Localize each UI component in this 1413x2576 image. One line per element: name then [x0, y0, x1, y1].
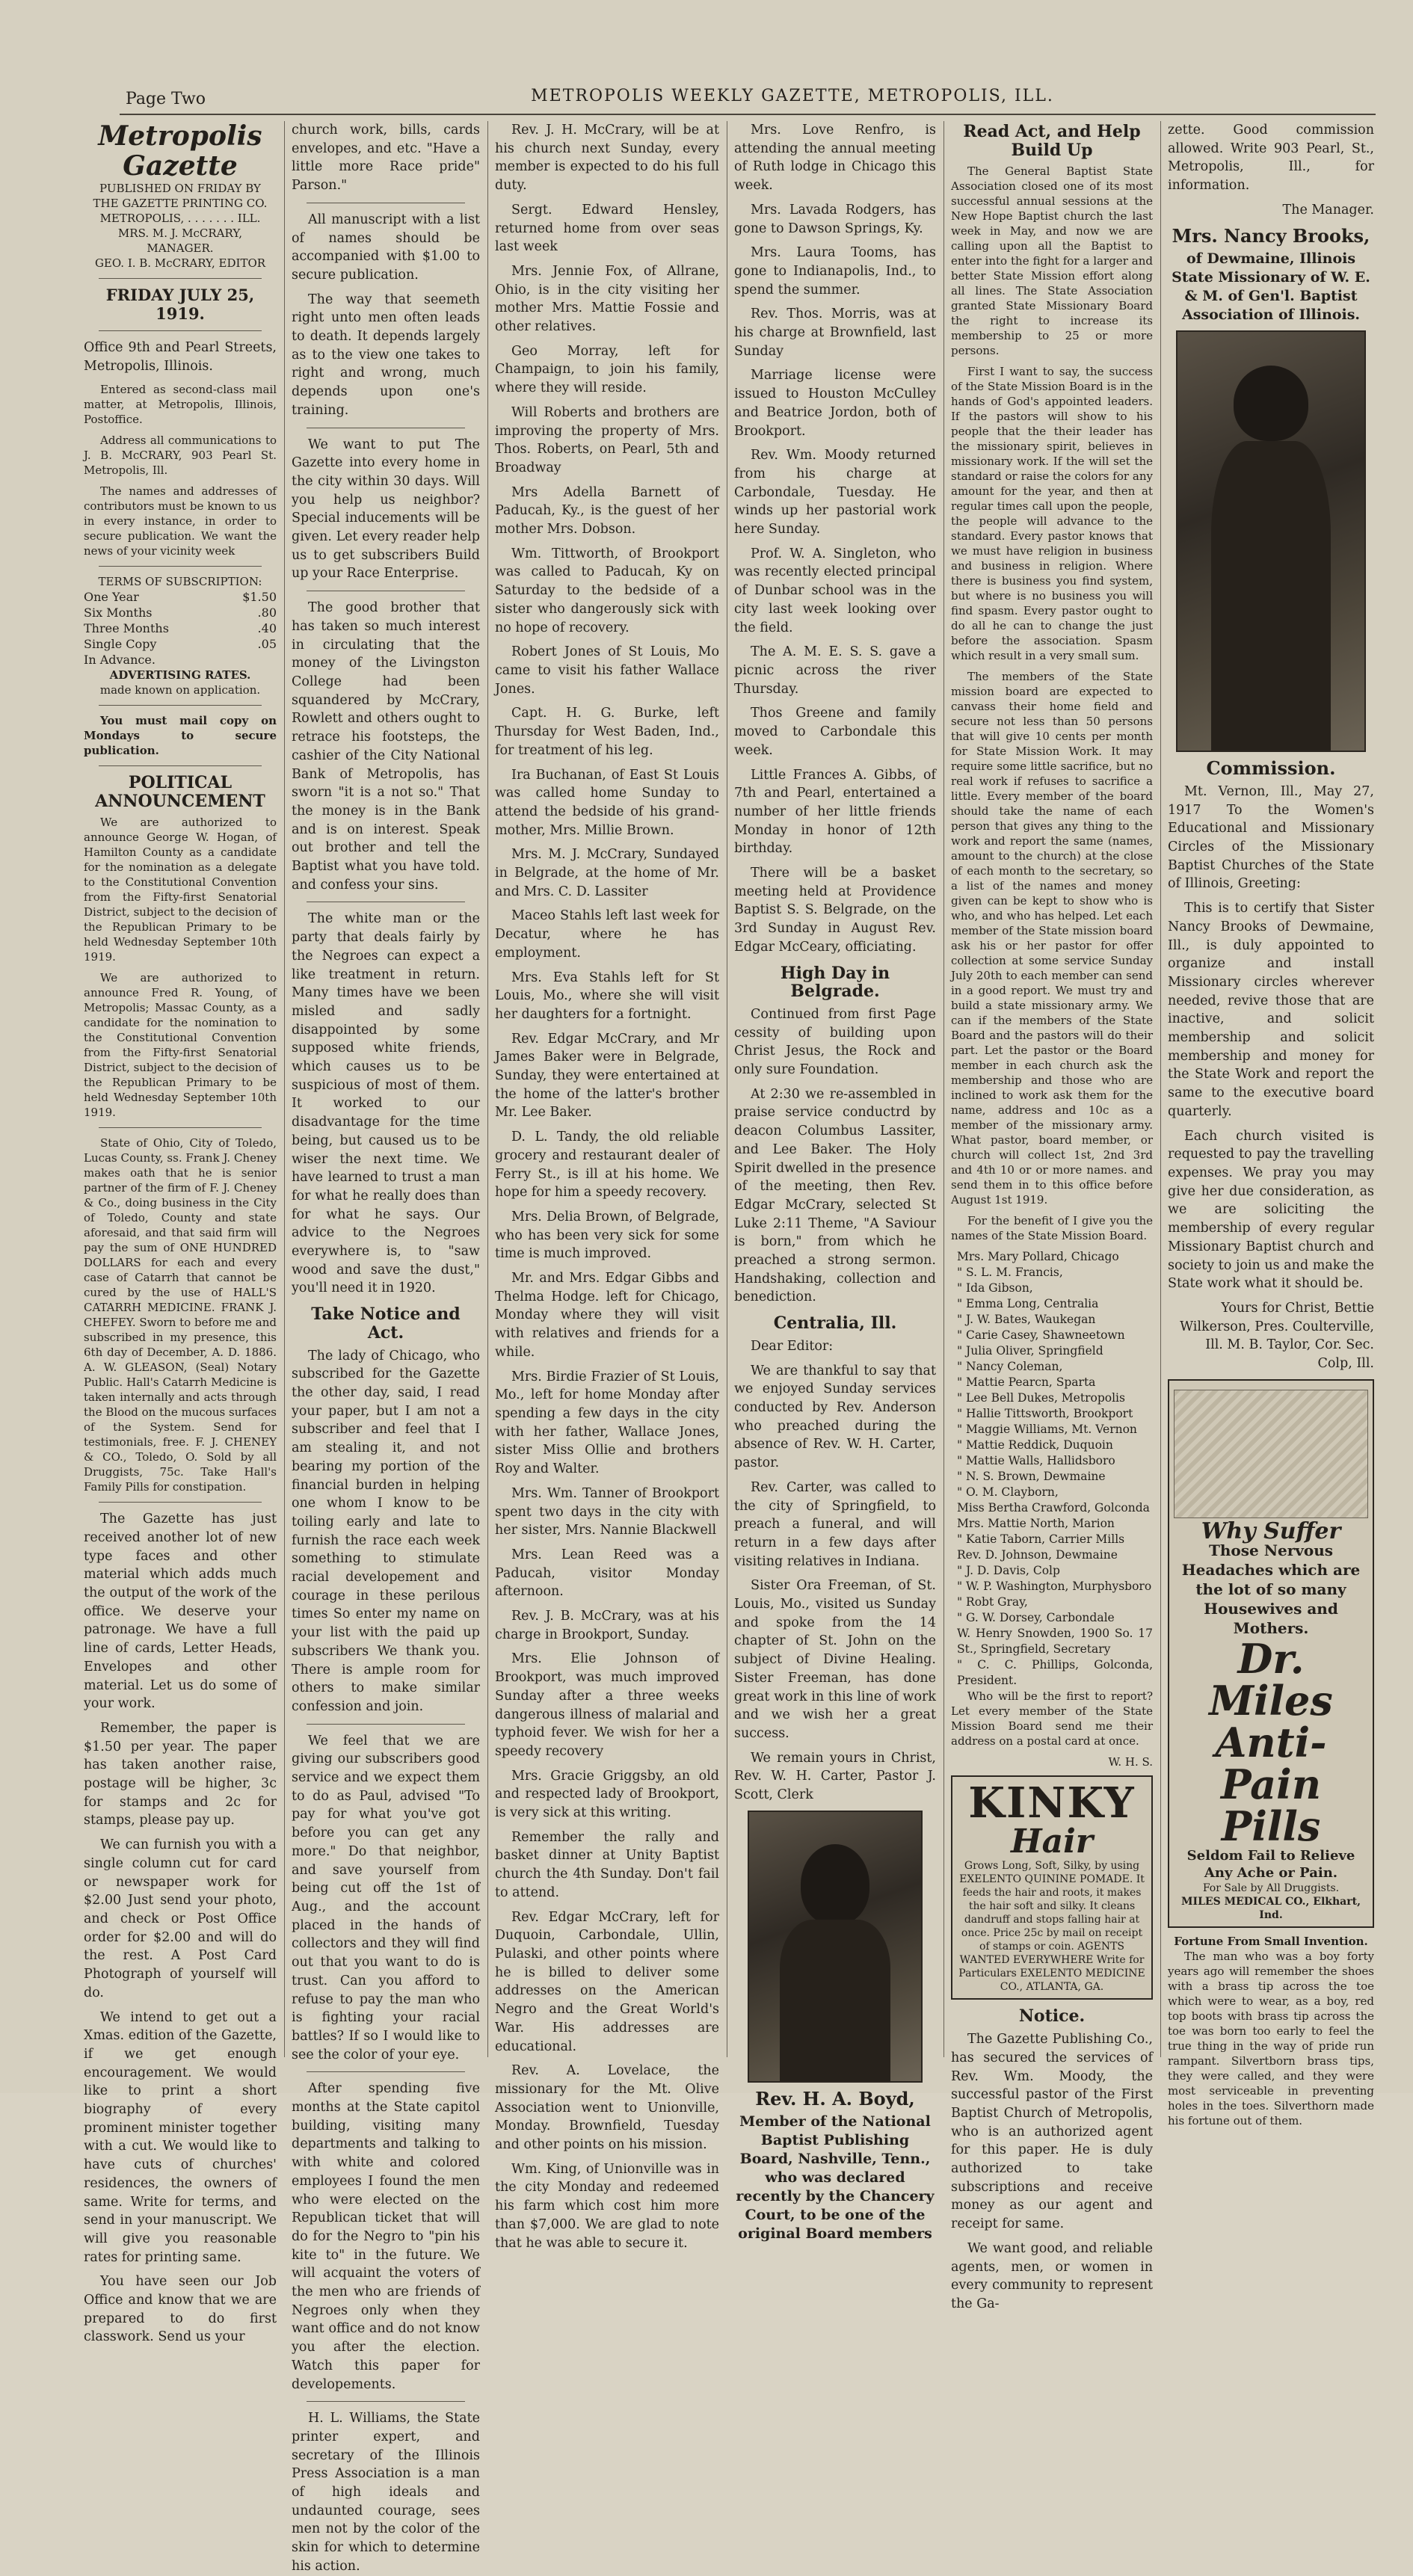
local-item: Rev. Thos. Morris, was at his charge at Brownfield, last Sunday: [734, 306, 936, 359]
board-member: " Lee Bell Dukes, Metropolis: [957, 1391, 1125, 1405]
local-item: The A. M. E. S. S. gave a picnic across the river Thursday.: [734, 644, 936, 697]
paragraph: For the benefit of I give you the names of the State Mission Board.: [951, 1214, 1153, 1243]
column-6: [1168, 121, 1374, 2128]
board-member: " Ida Gibson,: [957, 1281, 1033, 1295]
board-member: " Robt Gray,: [957, 1595, 1028, 1609]
board-member: Miss Bertha Crawford, Golconda: [957, 1501, 1150, 1515]
board-member: " C. C. Phillips, Golconda, President.: [957, 1658, 1153, 1688]
divider: [307, 1724, 465, 1725]
paragraph: First I want to say, the success of the State Mission Board is in the hands of God's appointed leaders. If the pastors will show to his people that the their leader has the missionary spirit, believes in missionary work. If the will set the standard or raise the colors for any amount for the year, and then at regular times call upon the people, the people will advance to the standard. Every pastor knows that we must have religion in business and business in religion. Where there is business you find system, but where is no business you will find spasm. Every pastor ought to do all he can to change the just before the association. Spasm which result in a very small sum.: [951, 365, 1153, 663]
local-item: Rev. Wm. Moody returned from his charge at Carbondale, Tuesday. He winds up her pastorial work here Sunday.: [734, 448, 936, 537]
paragraph: Continued from first Page cessity of building upon Christ Jesus, the Rock and only sure Foundation.: [734, 1006, 936, 1078]
board-member: " J. W. Bates, Waukegan: [957, 1313, 1096, 1327]
paragraph: The lady of Chicago, who subscribed for the Gazette the other day, said, I read your paper, but I am not a subscriber and feel that I am stealing it, and not bearing my portion of the financial burden in helping one whom I know to be toiling early and late to furnish the race each week something to stimulate racial developement and courage in these perilous times So enter my name on your list with the paid up subscribers We thank you. There is ample room for others to make similar confession and join.: [292, 1348, 480, 1714]
paragraph: The General Baptist State Association closed one of its most successful annual sessions at the New Hope Baptist church the last week in May, and now we are calling upon all the Baptist to enter into the fight for a larger and better State Mission effort along all lines. The State Association granted State Missionary Board the right to increase its membership to 25 or more persons.: [951, 164, 1153, 358]
local-item: Mrs. Wm. Tanner of Brookport spent two days in the city with her sister, Mrs. Nannie Blackwell: [495, 1485, 719, 1538]
paragraph: The Gazette Publishing Co., has secured the services of Rev. Wm. Moody, the successful pastor of the First Baptist Church of Metropolis, who is an authorized agent for this paper. He is duly authorized to take subscriptions and receive money as our agent and receipt for same.: [951, 2032, 1153, 2232]
board-member: Mrs. Mattie North, Marion: [957, 1517, 1115, 1531]
local-item: Marriage license were issued to Houston McCulley and Beatrice Jordon, both of Brookport.: [734, 368, 936, 439]
local-item: There will be a basket meeting held at Providence Baptist S. S. Belgrade, on the 3rd Sunday in August Rev. Edgar McCeary, officiating.: [734, 866, 936, 955]
paragraph: H. L. Williams, the State printer expert, and secretary of the Illinois Press Association is a man of high ideals and undaunted courage, sees men not by the color of the skin for which to determine his action.: [292, 2411, 480, 2574]
local-item: Geo Morray, left for Champaign, to join his family, where they will reside.: [495, 343, 719, 396]
publisher-line: GEO. I. B. McCRARY, EDITOR: [94, 256, 266, 270]
paragraph: Each church visited is requested to pay the travelling expenses. We pray you may give her due consideration, as we are soliciting the membership of every regular Missionary Baptist church and society to join us and make the State work what it should be.: [1168, 1128, 1374, 1292]
local-item: Prof. W. A. Singleton, who was recently elected principal of Dunbar school was in the city last week looking over the field.: [734, 546, 936, 635]
advertising-known: made known on application.: [99, 682, 261, 697]
signature: W. H. S.: [1108, 1755, 1153, 1769]
paragraph: You have seen our Job Office and know that we are prepared to do first classwork. Send us your: [84, 2274, 277, 2345]
divider: [99, 705, 262, 706]
board-member: " Mattie Reddick, Duquoin: [957, 1438, 1113, 1452]
portrait-head: [1234, 366, 1308, 441]
local-item: Mrs. Elie Johnson of Brookport, was much improved Sunday after a three weeks dangerous illness of malarial and typhoid fever. We wish for her a speedy recovery: [495, 1651, 719, 1759]
local-item: Will Roberts and brothers are improving the property of Mrs. Thos. Roberts, on Pearl, 5th and Broadway: [495, 404, 719, 475]
paragraph: The Gazette has just received another lot of new type faces and other material which adds much the output of the work of the office. We deserve your patronage. We have a full line of cards, Letter Heads, Envelopes and other material. Let us do some of your work.: [84, 1512, 277, 1712]
signature: Yours for Christ, Bettie Wilkerson, Pres. Coulterville, Ill. M. B. Taylor, Cor. Sec. Colp, Ill.: [1180, 1300, 1374, 1372]
local-item: Wm. Tittworth, of Brookport was called to Paducah, Ky on Saturday to the bedside of a sister who dangerously sick with no hope of recovery.: [495, 546, 719, 635]
dateline: FRIDAY JULY 25, 1919.: [105, 286, 255, 323]
page-number: Page Two: [126, 90, 206, 108]
column-rule: [487, 121, 488, 2057]
paragraph: We want to put The Gazette into every home in the city within 30 days. Will you help us neighbor? Special inducements will be given. Let every reader help us to get subscribers Build up your Race Enterprise.: [292, 437, 480, 582]
local-item: Ira Buchanan, of East St Louis was called home Sunday to attend the bedside of his grand-mother, Mrs. Millie Brown.: [495, 767, 719, 838]
paragraph: Who will be the first to report? Let every member of the State Mission Board send me their address on a postal card at once.: [951, 1689, 1153, 1748]
office-address: Office 9th and Pearl Streets, Metropolis, Illinois.: [84, 340, 277, 375]
catarrh-ad: State of Ohio, City of Toledo, Lucas County, ss. Frank J. Cheney makes oath that he is senior partner of the firm of F. J. Cheney & Co., doing business in the City of Toledo, County and state aforesaid, and that said firm will pay the sum of ONE HUNDRED DOLLARS for each and every case of Catarrh that cannot be cured by the use of HALL'S CATARRH MEDICINE. FRANK J. CHEFEY. Sworn to before me and subscribed in my presence, this 6th day of December, A. D. 1886. A. W. GLEASON, (Seal) Notary Public. Hall's Catarrh Medicine is taken internally and acts through the Blood on the mucous surfaces of the System. Send for testimonials, free. F. J. CHENEY & CO., Toledo, O. Sold by all Druggists, 75c. Take Hall's Family Pills for constipation.: [84, 1136, 277, 1494]
board-member: " J. D. Davis, Colp: [957, 1564, 1060, 1578]
advertising-rates: ADVERTISING RATES.: [109, 668, 251, 682]
board-member: W. Henry Snowden, 1900 So. 17 St., Springfield, Secretary: [957, 1627, 1153, 1657]
portrait-body: [780, 1920, 890, 2081]
publisher-line: PUBLISHED ON FRIDAY BY: [99, 182, 261, 195]
publisher-line: METROPOLIS, . . . . . . . ILL.: [99, 212, 261, 225]
publisher-line: THE GAZETTE PRINTING CO.: [93, 197, 268, 210]
boyd-portrait: [748, 1811, 923, 2083]
brooks-portrait: [1176, 330, 1366, 752]
divider: [99, 765, 262, 766]
ad-body: Grows Long, Soft, Silky, by using EXELENTO QUININE POMADE. It feeds the hair and roots, it makes the hair soft and silky. It cleans dandruff and stops falling hair at once. Price 25c by mail on receipt of stamps or coin. AGENTS WANTED EVERYWHERE Write for Particulars EXELENTO MEDICINE CO., ATLANTA, GA.: [958, 1860, 1145, 1994]
local-item: Sergt. Edward Hensley, returned home from over seas last week: [495, 202, 719, 255]
paragraph: zette. Good commission allowed. Write 903 Pearl, St., Metropolis, Ill., for information.: [1168, 123, 1374, 194]
board-member: " S. L. M. Francis,: [957, 1266, 1063, 1280]
local-item: Rev. Edgar McCrary, left for Duquoin, Carbondale, Ullin, Pulaski, and other points where he is billed to deliver some addresses on the American Negro and the Great World's War. His addresses are educational.: [495, 1909, 719, 2054]
running-title: METROPOLIS WEEKLY GAZETTE, METROPOLIS, ILL.: [531, 87, 1054, 105]
paragraph: Remember, the paper is $1.50 per year. The paper has taken another raise, postage will be higher, 3c for stamps and 2c for stamps, please pay up.: [84, 1720, 277, 1828]
ad-why: Why Suffer: [1201, 1517, 1341, 1544]
ad-subheadline: Hair: [1011, 1822, 1093, 1861]
dr-miles-ad: [1168, 1379, 1374, 1929]
portrait-body: [1211, 441, 1331, 751]
ad-illustration: [1174, 1390, 1368, 1518]
divider: [99, 330, 262, 331]
board-member: " Mattie Pearcn, Sparta: [957, 1375, 1096, 1390]
paragraph: We can furnish you with a single column cut for card or newspaper work for $2.00 Just send your photo, and check or Post Office order for $2.00 and will do the rest. A Post Card Photograph of yourself will do.: [84, 1837, 277, 2000]
paragraph: Rev. Carter, was called to the city of Springfield, to preach a funeral, and will return in a few days after visiting relatives in Indiana.: [734, 1479, 936, 1569]
divider: [99, 566, 262, 567]
board-member: " Julia Oliver, Springfield: [957, 1344, 1103, 1358]
local-item: Rev. A. Lovelace, the missionary for the Mt. Olive Association went to Unionville, Monday. Brownfield, Tuesday and other points on his mission.: [495, 2063, 719, 2153]
manager-sign: The Manager.: [1282, 202, 1374, 218]
paragraph: All manuscript with a list of names should be accompanied with $1.00 to secure publication.: [292, 212, 480, 283]
notice-title: Notice.: [1018, 2006, 1086, 2027]
board-member: " G. W. Dorsey, Carbondale: [957, 1611, 1115, 1625]
board-member: " N. S. Brown, Dewmaine: [957, 1470, 1106, 1484]
local-item: Mrs. Delia Brown, of Belgrade, who has been very sick for some time is much improved.: [495, 1209, 719, 1262]
column-rule: [943, 121, 944, 2057]
terms-row: Six Months .80: [84, 605, 277, 620]
boyd-caption: Member of the National Baptist Publishing Board, Nashville, Tenn., who was declared recently by the Chancery Court, to be one of the original Board members: [736, 2113, 935, 2243]
terms-row: Three Months .40: [84, 620, 277, 635]
local-item: Rev. J. H. McCrary, will be at his church next Sunday, every member is expected to do his full duty.: [495, 123, 719, 194]
column-3: [495, 121, 719, 2251]
paragraph: After spending five months at the State capitol building, visiting many departments and talking to with white and colored employees I found the men who were elected on the Republican ticket that will do for the Negro to "pin his kite to" in the future. We will acquaint the voters of the men who are friends of Negroes only when they want office and do not know you after the election. Watch this paper for developements.: [292, 2081, 480, 2392]
running-header: [120, 84, 1376, 115]
local-item: Robert Jones of St Louis, Mo came to visit his father Wallace Jones.: [495, 644, 719, 697]
local-item: Mrs. Gracie Griggsby, an old and respected lady of Brookport, is very sick at this writing.: [495, 1768, 719, 1821]
ad-relief: Seldom Fail to Relieve Any Ache or Pain.: [1186, 1848, 1355, 1882]
local-item: Capt. H. G. Burke, left Thursday for West Baden, Ind., for treatment of his leg.: [495, 706, 719, 758]
gazette-logo: Metropolis Gazette: [98, 120, 262, 182]
paragraph: The white man or the party that deals fairly by the Negroes can expect a like treatment in return. Many times have we been misled and sadly disappointed by some supposed white friends, which causes us to be suspicious of most of them. It worked to our disadvantage for the time being, but caused us to be wiser the next time. We have learned to trust a man for what he really does than for what he says. Our advice to the Negroes everywhere is, to "saw wood and save the dust," you'll need it in 1920.: [292, 911, 480, 1296]
paragraph: We are thankful to say that we enjoyed Sunday services conducted by Rev. Anderson who preached during the absence of Rev. W. H. Carter, pastor.: [734, 1363, 936, 1471]
local-item: Rev. J. B. McCrary, was at his charge in Brookport, Sunday.: [495, 1609, 719, 1642]
board-member: Mrs. Mary Pollard, Chicago: [957, 1250, 1119, 1264]
local-item: Mrs. Eva Stahls left for St Louis, Mo., where she will visit her daughters for a fortnight.: [495, 970, 719, 1022]
local-item: Mrs. Lavada Rodgers, has gone to Dawson Springs, Ky.: [734, 202, 936, 236]
divider: [307, 2401, 465, 2402]
contributors-notice: The names and addresses of contributors must be known to us in every instance, in order to secure publication. We want the news of your vicinity week: [84, 484, 277, 558]
column-rule: [1160, 121, 1161, 2057]
terms-row: Single Copy .05: [84, 636, 277, 651]
paragraph: The members of the State mission board are expected to canvass their home field and secure not less than 50 persons that will give 10 cents per month for State Mission Work. It may require some little sacrifice, but no real work if refuses to sacrifice a little. Every member of the board should take the name of each person that gives any thing to the work and report the same (names, amount to the church) at the close of each month to the secretary, so a list of the names and money given can be kept to show who is who, and who has helped. Let each member of the State mission board ask his or her pastor for offer collection at some service Sunday July 20th to each member can send in a good report. We must try and build a state missionary army. We can if the members of the State Board and the pastors will do their part. Let the pastor or the Board member in each church ask the membership and those who are inclined to work ask them for the name, address and 10c as a member of the missionary army. What pastor, board member, or church will collect 1st, 2nd 3rd and 4th 10 or or more names. and send them in to this office before August 1st 1919.: [951, 670, 1153, 1207]
board-member: " Nancy Coleman,: [957, 1360, 1063, 1374]
divider: [99, 1502, 262, 1503]
paragraph: Sister Ora Freeman, of St. Louis, Mo., visited us Sunday and spoke from the 14 chapter of St. John on the subject of Divine Healing. Sister Freeman, has done great work in this line of work and we wish her a great success.: [734, 1578, 936, 1741]
board-member: Rev. D. Johnson, Dewmaine: [957, 1548, 1118, 1562]
terms-row: In Advance.: [84, 652, 156, 667]
publisher-line: MRS. M. J. McCRARY, MANAGER.: [117, 227, 243, 255]
local-item: Mrs. Birdie Frazier of St Louis, Mo., left for home Monday after spending a few days in the city with her father, Wallace Jones, sister Miss Ollie and brothers Roy and Walter.: [495, 1369, 719, 1477]
paragraph: We feel that we are giving our subscribers good service and we expect them to do as Paul, advised "To pay for what you've got before you can get any more." Do that neighbor, and save yourself from being cut off the 1st of Aug., and the account placed in the hands of collectors and they will find out that you want to do is trust. Can you afford to refuse to pay the man who is fighting your racial battles? If so I would like to see the color of your eye.: [292, 1733, 480, 2062]
ad-company: MILES MEDICAL CO., Elkhart, Ind.: [1181, 1896, 1361, 1922]
political-announcement-2: We are authorized to announce Fred R. Young, of Metropolis; Massac County, as a candidate for the nomination to the Constitutional Convention from the Fifty-first Senatorial District, subject to the decision of the Republican Primary to be held Wednesday September 10th 1919.: [84, 971, 277, 1120]
boyd-name: Rev. H. A. Boyd,: [755, 2087, 915, 2110]
ad-brand: Dr. Miles Anti-Pain Pills: [1209, 1635, 1333, 1851]
board-member: " Katie Taborn, Carrier Mills: [957, 1532, 1125, 1547]
entered-notice: Entered as second-class mail matter, at Metropolis, Illinois, Postoffice.: [84, 382, 277, 426]
board-member: " Carie Casey, Shawneetown: [957, 1328, 1125, 1343]
centralia-title: Centralia, Ill.: [773, 1313, 897, 1334]
paragraph: The good brother that has taken so much interest in circulating that the money of the Livingston College had been squandered by McCrary, Rowlett and others ought to retrace his footsteps, the cashier of the City National Bank of Metropolis, has sworn "it is a not so." That the money is in the Bank and is on interest. Speak out brother and tell the Baptist what you have told. and confess your sins.: [292, 600, 480, 893]
fortune-title: Fortune From Small Invention.: [1174, 1935, 1368, 1949]
commission-title: Commission.: [1206, 757, 1336, 780]
paragraph: This is to certify that Sister Nancy Brooks of Dewmaine, Ill., is duly appointed to organize and install Missionary circles wherever needed, revive those that are inactive, and solicit membership and solicit membership and money for the State Work and report the same to the executive board quarterly.: [1168, 901, 1374, 1119]
mission-title: Read Act, and Help Build Up: [963, 122, 1141, 160]
brooks-subtitle: of Dewmaine, Illinois State Missionary of W. E. & M. of Gen'l. Baptist Association of Illinois.: [1172, 250, 1370, 324]
signature: We remain yours in Christ, Rev. W. H. Carter, Pastor J. Scott, Clerk: [734, 1750, 936, 1803]
column-2: [292, 121, 480, 2574]
terms-title: TERMS OF SUBSCRIPTION:: [98, 574, 262, 588]
local-item: Mrs. Jennie Fox, of Allrane, Ohio, is in the city visiting her mother Mrs. Mattie Fossie and other relatives.: [495, 263, 719, 335]
board-member: " O. M. Clayborn,: [957, 1485, 1059, 1500]
column-4: [734, 121, 936, 2243]
local-item: Rev. Edgar McCrary, and Mr James Baker were in Belgrade, Sunday, they were entertained at the home of the latter's brother Mr. Lee Baker.: [495, 1031, 719, 1121]
column-5: [951, 121, 1153, 2311]
ad-headline: KINKY: [968, 1778, 1136, 1828]
paragraph: At 2:30 we re-assembled in praise service conductrd by deacon Columbus Lassiter, and Lee Baker. The Holy Spirit dwelled in the presence of the meeting, then Rev. Edgar McCrary, selected St Luke 2:11 Theme, "A Saviour is born," from which he preached a strong sermon. Handshaking, collection and benediction.: [734, 1086, 936, 1305]
local-item: Mrs. Lean Reed was a Paducah, visitor Monday afternoon.: [495, 1547, 719, 1600]
political-announcement-1: We are authorized to announce George W. Hogan, of Hamilton County as a candidate for the nomination as a delegate to the Constitutional Convention from the Fifty-first Senatorial District, subject to the decision of the Republican Primary to be held Wednesday September 10th 1919.: [84, 816, 277, 964]
paragraph: We intend to get out a Xmas. edition of the Gazette, if we get enough encouragement. We would like to print a short biography of every prominent minister together with a cut. We would like to have cuts of churches' residences, the owners of same. Write for terms, and send in your manuscript. We will give you reasonable rates for printing same.: [84, 2009, 277, 2265]
political-announcement-title: POLITICAL ANNOUNCEMENT: [95, 772, 265, 811]
local-item: Maceo Stahls left last week for Decatur, where he has employment.: [495, 908, 719, 961]
local-item: Mrs. Laura Tooms, has gone to Indianapolis, Ind., to spend the summer.: [734, 245, 936, 298]
board-member: " Mattie Walls, Hallidsboro: [957, 1454, 1115, 1468]
paragraph: We want good, and reliable agents, men, or women in every community to represent the Ga-: [951, 2240, 1153, 2311]
board-member: " W. P. Washington, Murphysboro: [957, 1580, 1152, 1594]
paragraph: church work, bills, cards envelopes, and etc. "Have a little more Race pride" Parson.": [292, 123, 480, 194]
salutation: Dear Editor:: [751, 1338, 834, 1354]
paragraph: The way that seemeth right unto men often leads to death. It depends largely as to the view one takes to right and wrong, much depends upon one's training.: [292, 292, 480, 418]
belgrade-title: High Day in Belgrade.: [780, 963, 890, 1002]
divider: [307, 2071, 465, 2072]
local-item: Mrs Adella Barnett of Paducah, Ky., is the guest of her mother Mrs. Dobson.: [495, 484, 719, 537]
ad-sale: For Sale by All Druggists.: [1202, 1882, 1340, 1895]
ad-headline: Those Nervous Headaches which are the lot of so many Housewives and Mothers.: [1181, 1541, 1361, 1638]
local-item: Mr. and Mrs. Edgar Gibbs and Thelma Hodge. left for Chicago, Monday where they will visit with relatives and friends for a while.: [495, 1271, 719, 1360]
paragraph: The man who was a boy forty years ago will remember the shoes with a brass tip across the toe which were to wear, as a boy, red top boots with brass tip across the toe was born too early to feel the true thing in the way of pride run rampant. Silvertborn brass tips, they were called, and they were most serviceable in preventing holes in the toes. Silverthorn made his fortune out of them.: [1168, 1950, 1374, 2128]
divider: [99, 1127, 262, 1128]
local-item: Mrs. M. J. McCrary, Sundayed in Belgrade, at the home of Mr. and Mrs. C. D. Lassiter: [495, 847, 719, 899]
address-notice: Address all communications to J. B. McCRARY, 903 Pearl St. Metropolis, Ill.: [84, 433, 277, 477]
local-item: Remember the rally and basket dinner at Unity Baptist church the 4th Sunday. Don't fail to attend.: [495, 1829, 719, 1900]
local-item: Mrs. Love Renfro, is attending the annual meeting of Ruth lodge in Chicago this week.: [734, 123, 936, 194]
local-item: D. L. Tandy, the old reliable grocery and restaurant dealer of Ferry St., is ill at his home. We hope for him a speedy recovery.: [495, 1130, 719, 1201]
local-item: Little Frances A. Gibbs, of 7th and Pearl, entertained a number of her little friends Monday in honor of 12th birthday.: [734, 767, 936, 857]
board-member: " Emma Long, Centralia: [957, 1297, 1099, 1311]
terms-row: One Year $1.50: [84, 589, 277, 604]
board-member: " Hallie Tittsworth, Brookport: [957, 1407, 1133, 1421]
column-1: [84, 120, 277, 2345]
divider: [99, 278, 262, 279]
take-notice-title: Take Notice and Act.: [311, 1304, 461, 1343]
local-item: Thos Greene and family moved to Carbondale this week.: [734, 706, 936, 758]
paragraph: Mt. Vernon, Ill., May 27, 1917 To the Women's Educational and Missionary Circles of the Missionary Baptist Churches of the State of Illinois, Greeting:: [1168, 783, 1374, 892]
portrait-head: [801, 1844, 869, 1925]
board-member: " Maggie Williams, Mt. Vernon: [957, 1423, 1137, 1437]
brooks-title: Mrs. Nancy Brooks,: [1172, 224, 1370, 247]
column-rule: [284, 121, 285, 2057]
kinky-hair-ad: [951, 1775, 1153, 2000]
local-item: Wm. King, of Unionville was in the city Monday and redeemed his farm which cost him more than $7,000. We are glad to note that he was able to secure it.: [495, 2161, 719, 2251]
mail-copy-notice: You must mail copy on Mondays to secure publication.: [84, 713, 277, 757]
